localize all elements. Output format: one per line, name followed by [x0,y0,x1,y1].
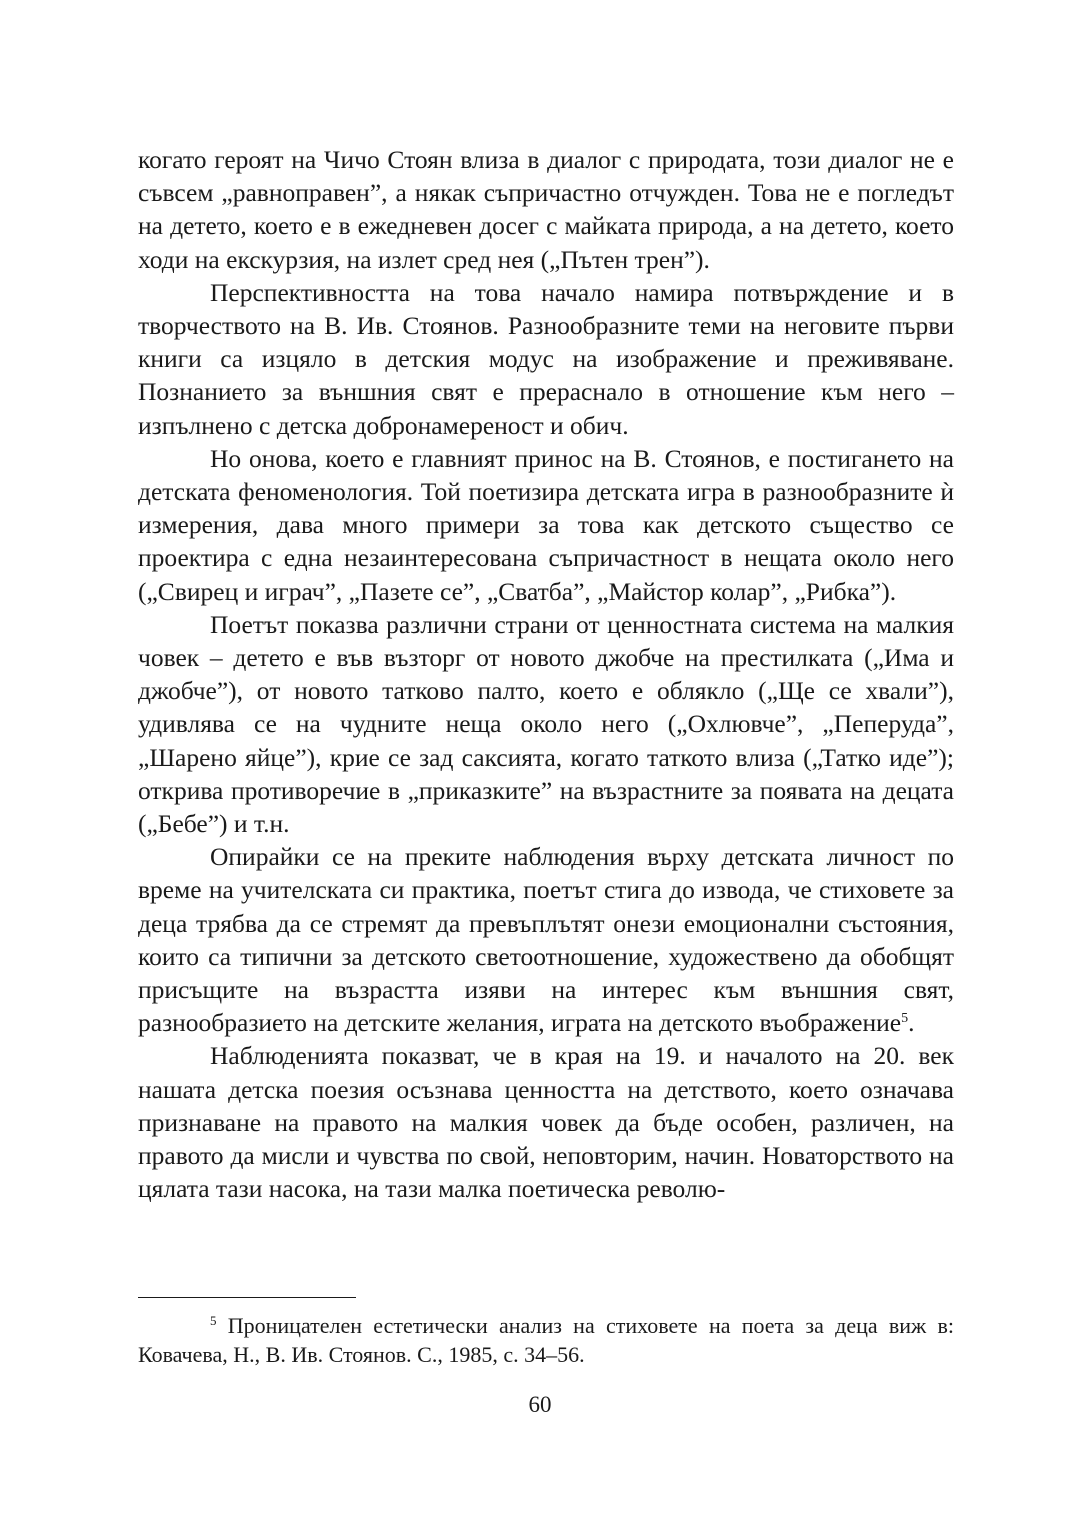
paragraph-3: Но онова, което е главният принос на В. Стоянов, е постигането на детската феноменология. Той поетизира детската игра в разнообразните ѝ измерения, дава много примери за това как детското същество се проектира с една незаинтересована съпричастност в нещата около него („Свирец и играч”, „Пазете се”, „Сватба”, „Майстор колар”, „Рибка”). [138,443,954,606]
footnote-text: Проницателен естетически анализ на стиховете на поета за деца виж в: Ковачева, Н., В. Ив. Стоянов. С., 1985, с. 34–56. [138,1313,954,1367]
footnote-divider [138,1297,356,1298]
footnote-number: 5 [210,1313,217,1328]
paragraph-4: Поетът показва различни страни от ценностната система на малкия човек – детето е във възторг от новото джобче на престилката („Има и джобче”), от новото татково палто, което е облякло („Ще се хвали”), удивлява се на чудните неща около него („Охлювче”, „Пеперуда”, „Шарено яйце”), крие се зад саксията, когато таткото влиза („Татко иде”); открива противоречие в „приказките” на възрастните за появата на децата („Бебе”) и т.н. [138,609,954,839]
footnote-reference: 5 [901,1011,909,1027]
paragraph-5-text: Опирайки се на преките наблюдения върху детската личност по време на учителската си практика, поетът стига до извода, че стиховете за деца трябва да се стремят да превъплътят онези емоционални състояния, които са типични за детското светоотношение, художествено да обобщят присъщите на възрастта изяви на интерес към външния свят, разнообразието на детските желания, играта на детското въображение [138,842,954,1038]
paragraph-6: Наблюденията показват, че в края на 19. и началото на 20. век нашата детска поезия осъзнава ценността на детството, което означава признаване на правото на малкия човек да бъде особен, различен, на правото да мисли и чувства по свой, неповторим, начин. Новаторството на цялата тази насока, на тази малка поетическа револю- [138,1041,954,1204]
footnote [138,1311,954,1369]
paragraph-5-end: . [908,1008,915,1038]
paragraph-2: Перспективността на това начало намира потвърждение и в творчеството на В. Ив. Стоянов. Разнообразните теми на неговите първи книги са изцяло в детския модус на изображение и преживяване. Познанието за външния свят е прераснало в отношение към него – изпълнено с детска добронамереност и обич. [138,277,954,440]
paragraph-5 [138,840,954,1039]
main-text [138,143,954,1206]
page-number: 60 [528,1392,552,1417]
paragraph-1: когато героят на Чичо Стоян влиза в диалог с природата, този диалог не е съвсем „равноправен”, а някак съпричастно отчужден. Това не е погледът на детето, което е в ежедневен досег с майката природа, а на детето, което ходи на екскурзия, на излет сред нея („Пътен трен”). [138,145,954,274]
